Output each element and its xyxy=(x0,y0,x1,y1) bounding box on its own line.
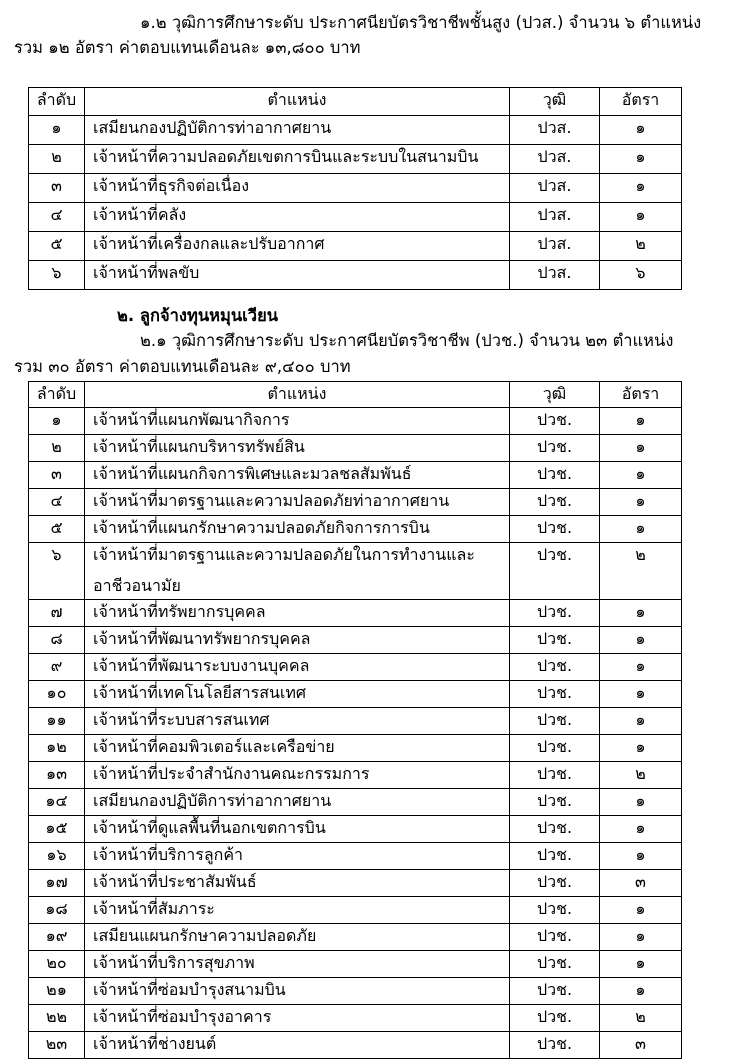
row-position: เจ้าหน้าที่แผนกพัฒนากิจการ xyxy=(85,408,510,435)
row-position xyxy=(85,543,510,600)
row-count: ๑ xyxy=(600,627,682,654)
row-number: ๕ xyxy=(29,232,85,261)
row-count: ๑ xyxy=(600,681,682,708)
table-row xyxy=(29,462,682,489)
section-2-1-line1: ๒.๑ วุฒิการศึกษาระดับ ประกาศนียบัตรวิชาชีพ (ปวช.) จำนวน ๒๓ ตำแหน่ง xyxy=(140,331,674,350)
row-position: เจ้าหน้าที่ซ่อมบำรุงสนามบิน xyxy=(85,978,510,1005)
table-row xyxy=(29,735,682,762)
row-qualification: ปวช. xyxy=(510,435,600,462)
table-row xyxy=(29,145,682,174)
table-row xyxy=(29,116,682,145)
row-number: ๒๐ xyxy=(29,951,85,978)
row-qualification: ปวช. xyxy=(510,600,600,627)
row-position: เจ้าหน้าที่บริการลูกค้า xyxy=(85,843,510,870)
table-row xyxy=(29,408,682,435)
row-position: เสมียนกองปฏิบัติการท่าอากาศยาน xyxy=(85,116,510,145)
row-position: เจ้าหน้าที่ประชาสัมพันธ์ xyxy=(85,870,510,897)
row-number: ๒๑ xyxy=(29,978,85,1005)
row-position: เจ้าหน้าที่เทคโนโลยีสารสนเทศ xyxy=(85,681,510,708)
row-qualification: ปวส. xyxy=(510,116,600,145)
row-position-line2: อาชีวอนามัย xyxy=(93,576,181,595)
row-number: ๑๖ xyxy=(29,843,85,870)
table-1-header-row xyxy=(29,88,682,116)
row-qualification: ปวช. xyxy=(510,762,600,789)
table-row xyxy=(29,203,682,232)
row-qualification: ปวส. xyxy=(510,261,600,290)
row-position: เจ้าหน้าที่ความปลอดภัยเขตการบินและระบบในสนามบิน xyxy=(85,145,510,174)
row-count: ๑ xyxy=(600,116,682,145)
row-number: ๗ xyxy=(29,600,85,627)
row-number: ๑๘ xyxy=(29,897,85,924)
row-qualification: ปวช. xyxy=(510,951,600,978)
header-no: ลำดับ xyxy=(29,88,85,116)
row-position: เจ้าหน้าที่มาตรฐานและความปลอดภัยท่าอากาศยาน xyxy=(85,489,510,516)
section-1-2-line2: รวม ๑๒ อัตรา ค่าตอบแทนเดือนละ ๑๓,๘๐๐ บาท xyxy=(14,38,361,57)
row-count: ๓ xyxy=(600,1032,682,1059)
row-qualification: ปวช. xyxy=(510,924,600,951)
row-number: ๑๗ xyxy=(29,870,85,897)
row-number: ๔ xyxy=(29,203,85,232)
header-count: อัตรา xyxy=(600,382,682,408)
header-qualification: วุฒิ xyxy=(510,88,600,116)
row-count: ๑ xyxy=(600,978,682,1005)
row-number: ๙ xyxy=(29,654,85,681)
row-qualification: ปวช. xyxy=(510,489,600,516)
table-row xyxy=(29,870,682,897)
row-qualification: ปวส. xyxy=(510,174,600,203)
row-count: ๑ xyxy=(600,654,682,681)
row-position: เจ้าหน้าที่ช่างยนต์ xyxy=(85,1032,510,1059)
table-row xyxy=(29,543,682,600)
row-number: ๑ xyxy=(29,408,85,435)
row-qualification: ปวส. xyxy=(510,203,600,232)
row-position: เสมียนกองปฏิบัติการท่าอากาศยาน xyxy=(85,789,510,816)
header-count: อัตรา xyxy=(600,88,682,116)
row-count: ๑ xyxy=(600,897,682,924)
table-row xyxy=(29,951,682,978)
row-count: ๑ xyxy=(600,789,682,816)
table-row xyxy=(29,654,682,681)
row-qualification: ปวช. xyxy=(510,516,600,543)
row-position-line1: เจ้าหน้าที่มาตรฐานและความปลอดภัยในการทำงานและ xyxy=(93,545,475,564)
header-no: ลำดับ xyxy=(29,382,85,408)
row-qualification: ปวช. xyxy=(510,408,600,435)
row-count: ๓ xyxy=(600,870,682,897)
row-count: ๑ xyxy=(600,708,682,735)
row-position: เจ้าหน้าที่พัฒนาทรัพยากรบุคคล xyxy=(85,627,510,654)
table-2 xyxy=(28,381,682,1059)
row-position: เจ้าหน้าที่เครื่องกลและปรับอากาศ xyxy=(85,232,510,261)
row-qualification: ปวช. xyxy=(510,1032,600,1059)
row-number: ๑๙ xyxy=(29,924,85,951)
table-row xyxy=(29,261,682,290)
row-number: ๑๔ xyxy=(29,789,85,816)
row-number: ๒๒ xyxy=(29,1005,85,1032)
row-number: ๖ xyxy=(29,261,85,290)
section-1-2-line1: ๑.๒ วุฒิการศึกษาระดับ ประกาศนียบัตรวิชาชีพชั้นสูง (ปวส.) จำนวน ๖ ตำแหน่ง xyxy=(140,13,702,32)
row-position: เจ้าหน้าที่บริการสุขภาพ xyxy=(85,951,510,978)
row-count: ๒ xyxy=(600,762,682,789)
row-position: เสมียนแผนกรักษาความปลอดภัย xyxy=(85,924,510,951)
table-row xyxy=(29,843,682,870)
row-count: ๑ xyxy=(600,600,682,627)
section-2-1-line2: รวม ๓๐ อัตรา ค่าตอบแทนเดือนละ ๙,๔๐๐ บาท xyxy=(14,357,351,376)
row-count: ๑ xyxy=(600,924,682,951)
row-number: ๕ xyxy=(29,516,85,543)
row-count: ๒ xyxy=(600,232,682,261)
row-position: เจ้าหน้าที่แผนกบริหารทรัพย์สิน xyxy=(85,435,510,462)
row-number: ๔ xyxy=(29,489,85,516)
row-position: เจ้าหน้าที่ซ่อมบำรุงอาคาร xyxy=(85,1005,510,1032)
table-row xyxy=(29,897,682,924)
row-position: เจ้าหน้าที่แผนกรักษาความปลอดภัยกิจการการบิน xyxy=(85,516,510,543)
row-number: ๑๓ xyxy=(29,762,85,789)
row-number: ๘ xyxy=(29,627,85,654)
row-count: ๑ xyxy=(600,408,682,435)
section-2-heading: ๒. ลูกจ้างทุนหมุนเวียน xyxy=(117,306,279,325)
row-position: เจ้าหน้าที่สัมภาระ xyxy=(85,897,510,924)
row-qualification: ปวช. xyxy=(510,627,600,654)
row-qualification: ปวช. xyxy=(510,1005,600,1032)
row-qualification: ปวช. xyxy=(510,816,600,843)
table-row xyxy=(29,924,682,951)
table-row xyxy=(29,816,682,843)
row-number: ๑๕ xyxy=(29,816,85,843)
row-count: ๑ xyxy=(600,489,682,516)
row-qualification: ปวช. xyxy=(510,543,600,600)
table-row xyxy=(29,600,682,627)
row-number: ๑๐ xyxy=(29,681,85,708)
table-2-header-row xyxy=(29,382,682,408)
table-row xyxy=(29,232,682,261)
header-position: ตำแหน่ง xyxy=(85,88,510,116)
row-position: เจ้าหน้าที่ดูแลพื้นที่นอกเขตการบิน xyxy=(85,816,510,843)
row-number: ๑ xyxy=(29,116,85,145)
row-number: ๓ xyxy=(29,174,85,203)
row-qualification: ปวช. xyxy=(510,843,600,870)
row-count: ๑ xyxy=(600,174,682,203)
table-1 xyxy=(28,87,682,290)
row-qualification: ปวช. xyxy=(510,681,600,708)
table-row xyxy=(29,174,682,203)
row-qualification: ปวช. xyxy=(510,462,600,489)
row-qualification: ปวช. xyxy=(510,870,600,897)
row-count: ๑ xyxy=(600,516,682,543)
row-position: เจ้าหน้าที่คลัง xyxy=(85,203,510,232)
row-position: เจ้าหน้าที่พัฒนาระบบงานบุคคล xyxy=(85,654,510,681)
table-row xyxy=(29,627,682,654)
row-position: เจ้าหน้าที่พลขับ xyxy=(85,261,510,290)
row-position: เจ้าหน้าที่ทรัพยากรบุคคล xyxy=(85,600,510,627)
table-row xyxy=(29,489,682,516)
table-row xyxy=(29,681,682,708)
row-number: ๒๓ xyxy=(29,1032,85,1059)
row-count: ๒ xyxy=(600,1005,682,1032)
table-row xyxy=(29,978,682,1005)
row-qualification: ปวช. xyxy=(510,735,600,762)
header-position: ตำแหน่ง xyxy=(85,382,510,408)
row-number: ๒ xyxy=(29,145,85,174)
row-count: ๖ xyxy=(600,261,682,290)
row-number: ๖ xyxy=(29,543,85,600)
row-number: ๒ xyxy=(29,435,85,462)
table-row xyxy=(29,516,682,543)
row-count: ๑ xyxy=(600,435,682,462)
row-count: ๒ xyxy=(600,543,682,600)
row-count: ๑ xyxy=(600,145,682,174)
row-count: ๑ xyxy=(600,462,682,489)
row-position: เจ้าหน้าที่ธุรกิจต่อเนื่อง xyxy=(85,174,510,203)
row-number: ๑๒ xyxy=(29,735,85,762)
row-count: ๑ xyxy=(600,735,682,762)
row-count: ๑ xyxy=(600,951,682,978)
header-qualification: วุฒิ xyxy=(510,382,600,408)
table-row xyxy=(29,435,682,462)
row-qualification: ปวส. xyxy=(510,232,600,261)
row-qualification: ปวช. xyxy=(510,654,600,681)
row-count: ๑ xyxy=(600,843,682,870)
table-row xyxy=(29,1032,682,1059)
row-qualification: ปวช. xyxy=(510,708,600,735)
table-row xyxy=(29,708,682,735)
row-position: เจ้าหน้าที่ระบบสารสนเทศ xyxy=(85,708,510,735)
row-qualification: ปวช. xyxy=(510,978,600,1005)
table-row xyxy=(29,789,682,816)
row-count: ๑ xyxy=(600,816,682,843)
row-position: เจ้าหน้าที่แผนกกิจการพิเศษและมวลชลสัมพันธ์ xyxy=(85,462,510,489)
row-qualification: ปวส. xyxy=(510,145,600,174)
row-number: ๓ xyxy=(29,462,85,489)
row-position: เจ้าหน้าที่ประจำสำนักงานคณะกรรมการ xyxy=(85,762,510,789)
row-qualification: ปวช. xyxy=(510,789,600,816)
row-number: ๑๑ xyxy=(29,708,85,735)
table-row xyxy=(29,762,682,789)
row-position: เจ้าหน้าที่คอมพิวเตอร์และเครือข่าย xyxy=(85,735,510,762)
table-row xyxy=(29,1005,682,1032)
row-count: ๑ xyxy=(600,203,682,232)
row-qualification: ปวช. xyxy=(510,897,600,924)
